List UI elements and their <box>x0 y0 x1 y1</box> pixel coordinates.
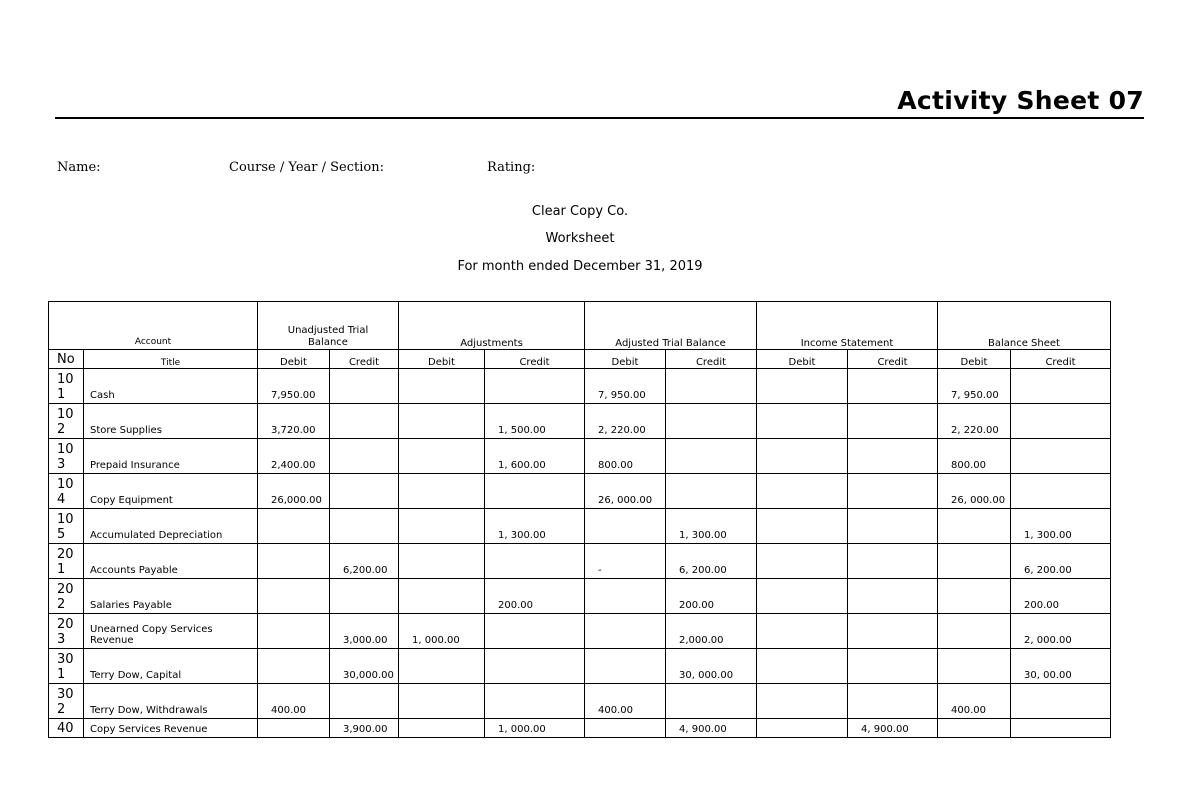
header-no: No <box>49 350 84 369</box>
cell-atb-cr: 6, 200.00 <box>666 544 757 579</box>
cell-bs-dr: 800.00 <box>938 439 1011 474</box>
cell-adj-cr <box>485 544 585 579</box>
cell-is-dr <box>757 474 848 509</box>
cell-utb-cr <box>330 684 399 719</box>
cell-utb-dr: 400.00 <box>258 684 330 719</box>
cell-adj-cr: 1, 300.00 <box>485 509 585 544</box>
header-credit: Credit <box>485 350 585 369</box>
cell-bs-dr <box>938 509 1011 544</box>
account-title: Unearned Copy Services Revenue <box>84 614 258 649</box>
account-title: Copy Equipment <box>84 474 258 509</box>
cell-is-cr <box>848 474 938 509</box>
cell-utb-dr <box>258 719 330 738</box>
cell-is-dr <box>757 719 848 738</box>
cell-atb-dr <box>585 719 666 738</box>
cell-adj-cr <box>485 614 585 649</box>
cell-is-cr: 4, 900.00 <box>848 719 938 738</box>
cell-utb-cr <box>330 579 399 614</box>
cell-utb-dr: 26,000.00 <box>258 474 330 509</box>
cell-bs-cr <box>1011 439 1111 474</box>
cell-utb-cr <box>330 404 399 439</box>
cell-bs-dr <box>938 719 1011 738</box>
account-number: 10 4 <box>49 474 84 509</box>
cell-utb-dr: 2,400.00 <box>258 439 330 474</box>
rating-field-label: Rating: <box>487 160 536 175</box>
cell-bs-cr: 2, 000.00 <box>1011 614 1111 649</box>
cell-adj-dr <box>399 369 485 404</box>
cell-atb-cr <box>666 439 757 474</box>
cell-atb-dr: 800.00 <box>585 439 666 474</box>
account-title: Terry Dow, Withdrawals <box>84 684 258 719</box>
table-row <box>49 439 1111 474</box>
cell-is-dr <box>757 404 848 439</box>
cell-atb-cr: 1, 300.00 <box>666 509 757 544</box>
table-row <box>49 474 1111 509</box>
cell-is-dr <box>757 649 848 684</box>
cell-bs-cr: 200.00 <box>1011 579 1111 614</box>
account-title: Salaries Payable <box>84 579 258 614</box>
cell-adj-dr <box>399 579 485 614</box>
cell-atb-dr <box>585 649 666 684</box>
cell-bs-cr <box>1011 719 1111 738</box>
cell-atb-cr: 30, 000.00 <box>666 649 757 684</box>
company-name: Clear Copy Co. <box>531 204 629 219</box>
cell-utb-dr <box>258 649 330 684</box>
table-row <box>49 544 1111 579</box>
header-credit: Credit <box>1011 350 1111 369</box>
cell-is-cr <box>848 614 938 649</box>
table-row <box>49 719 1111 738</box>
header-balance-sheet: Balance Sheet <box>938 302 1111 350</box>
cell-atb-dr: 7, 950.00 <box>585 369 666 404</box>
cell-is-dr <box>757 544 848 579</box>
sub-header-row <box>49 350 1111 369</box>
header-adjustments: Adjustments <box>399 302 585 350</box>
cell-adj-cr: 1, 500.00 <box>485 404 585 439</box>
cell-utb-cr: 3,900.00 <box>330 719 399 738</box>
account-number: 20 1 <box>49 544 84 579</box>
cell-is-cr <box>848 684 938 719</box>
account-title: Accounts Payable <box>84 544 258 579</box>
cell-utb-cr <box>330 474 399 509</box>
table-row <box>49 509 1111 544</box>
header-title: Title <box>84 350 258 369</box>
cell-adj-dr <box>399 719 485 738</box>
cell-adj-dr <box>399 404 485 439</box>
table-row <box>49 404 1111 439</box>
cell-adj-cr <box>485 369 585 404</box>
cell-is-cr <box>848 369 938 404</box>
account-number: 10 3 <box>49 439 84 474</box>
account-number: 20 3 <box>49 614 84 649</box>
cell-bs-cr <box>1011 474 1111 509</box>
cell-bs-dr <box>938 614 1011 649</box>
cell-is-cr <box>848 439 938 474</box>
cell-atb-cr <box>666 369 757 404</box>
cell-atb-cr <box>666 404 757 439</box>
cell-atb-cr: 2,000.00 <box>666 614 757 649</box>
cell-utb-cr <box>330 369 399 404</box>
table-row <box>49 684 1111 719</box>
document-name: Worksheet <box>545 231 615 246</box>
cell-adj-cr <box>485 649 585 684</box>
cell-adj-cr <box>485 474 585 509</box>
cell-bs-cr: 1, 300.00 <box>1011 509 1111 544</box>
name-field-label: Name: <box>57 160 101 175</box>
cell-atb-dr: - <box>585 544 666 579</box>
cell-is-dr <box>757 369 848 404</box>
cell-utb-cr: 6,200.00 <box>330 544 399 579</box>
cell-adj-cr: 1, 000.00 <box>485 719 585 738</box>
cell-bs-cr <box>1011 404 1111 439</box>
cell-bs-dr <box>938 649 1011 684</box>
header-credit: Credit <box>666 350 757 369</box>
page-title: Activity Sheet 07 <box>897 86 1144 115</box>
cell-atb-dr <box>585 579 666 614</box>
cell-adj-dr <box>399 649 485 684</box>
cell-is-cr <box>848 404 938 439</box>
cell-is-cr <box>848 579 938 614</box>
cell-is-dr <box>757 614 848 649</box>
cell-utb-cr: 30,000.00 <box>330 649 399 684</box>
title-underline <box>55 117 1144 119</box>
cell-utb-dr <box>258 509 330 544</box>
account-number: 20 2 <box>49 579 84 614</box>
cell-adj-dr <box>399 474 485 509</box>
header-credit: Credit <box>330 350 399 369</box>
cell-adj-cr: 1, 600.00 <box>485 439 585 474</box>
cell-adj-dr <box>399 439 485 474</box>
cell-is-cr <box>848 544 938 579</box>
header-debit: Debit <box>585 350 666 369</box>
cell-is-dr <box>757 439 848 474</box>
cell-is-dr <box>757 684 848 719</box>
cell-bs-dr <box>938 544 1011 579</box>
account-title: Terry Dow, Capital <box>84 649 258 684</box>
cell-is-cr <box>848 649 938 684</box>
cell-atb-cr: 200.00 <box>666 579 757 614</box>
cell-adj-cr <box>485 684 585 719</box>
account-number: 40 <box>49 719 84 738</box>
account-title: Copy Services Revenue <box>84 719 258 738</box>
account-title: Accumulated Depreciation <box>84 509 258 544</box>
account-title: Prepaid Insurance <box>84 439 258 474</box>
header-adjusted-trial-balance: Adjusted Trial Balance <box>585 302 757 350</box>
table-row <box>49 369 1111 404</box>
header-account: Account <box>49 302 258 350</box>
header-income-statement: Income Statement <box>757 302 938 350</box>
cell-bs-cr: 6, 200.00 <box>1011 544 1111 579</box>
account-number: 10 2 <box>49 404 84 439</box>
account-number: 10 1 <box>49 369 84 404</box>
cell-atb-dr <box>585 614 666 649</box>
cell-bs-dr: 2, 220.00 <box>938 404 1011 439</box>
account-title: Store Supplies <box>84 404 258 439</box>
course-field-label: Course / Year / Section: <box>229 160 384 175</box>
account-title: Cash <box>84 369 258 404</box>
cell-is-cr <box>848 509 938 544</box>
cell-atb-dr: 2, 220.00 <box>585 404 666 439</box>
cell-adj-cr: 200.00 <box>485 579 585 614</box>
cell-utb-cr: 3,000.00 <box>330 614 399 649</box>
cell-adj-dr: 1, 000.00 <box>399 614 485 649</box>
cell-bs-cr <box>1011 684 1111 719</box>
cell-bs-dr <box>938 579 1011 614</box>
cell-bs-dr: 7, 950.00 <box>938 369 1011 404</box>
cell-adj-dr <box>399 509 485 544</box>
account-number: 10 5 <box>49 509 84 544</box>
cell-utb-dr <box>258 614 330 649</box>
cell-bs-dr: 26, 000.00 <box>938 474 1011 509</box>
header-debit: Debit <box>938 350 1011 369</box>
cell-bs-dr: 400.00 <box>938 684 1011 719</box>
cell-is-dr <box>757 579 848 614</box>
cell-adj-dr <box>399 684 485 719</box>
cell-atb-cr <box>666 474 757 509</box>
cell-utb-cr <box>330 509 399 544</box>
table-row <box>49 614 1111 649</box>
table-row <box>49 579 1111 614</box>
cell-atb-dr <box>585 509 666 544</box>
account-number: 30 2 <box>49 684 84 719</box>
period-label: For month ended December 31, 2019 <box>457 259 703 274</box>
cell-utb-dr <box>258 579 330 614</box>
worksheet-table <box>48 301 1111 738</box>
header-credit: Credit <box>848 350 938 369</box>
group-header-row <box>49 302 1111 350</box>
cell-utb-dr: 7,950.00 <box>258 369 330 404</box>
cell-atb-dr: 26, 000.00 <box>585 474 666 509</box>
header-unadjusted-trial-balance: Unadjusted Trial Balance <box>258 302 399 350</box>
header-debit: Debit <box>757 350 848 369</box>
table-row <box>49 649 1111 684</box>
header-debit: Debit <box>399 350 485 369</box>
cell-is-dr <box>757 509 848 544</box>
cell-bs-cr <box>1011 369 1111 404</box>
cell-atb-dr: 400.00 <box>585 684 666 719</box>
cell-utb-dr <box>258 544 330 579</box>
cell-adj-dr <box>399 544 485 579</box>
cell-utb-cr <box>330 439 399 474</box>
account-number: 30 1 <box>49 649 84 684</box>
header-debit: Debit <box>258 350 330 369</box>
cell-utb-dr: 3,720.00 <box>258 404 330 439</box>
cell-atb-cr <box>666 684 757 719</box>
cell-bs-cr: 30, 00.00 <box>1011 649 1111 684</box>
cell-atb-cr: 4, 900.00 <box>666 719 757 738</box>
